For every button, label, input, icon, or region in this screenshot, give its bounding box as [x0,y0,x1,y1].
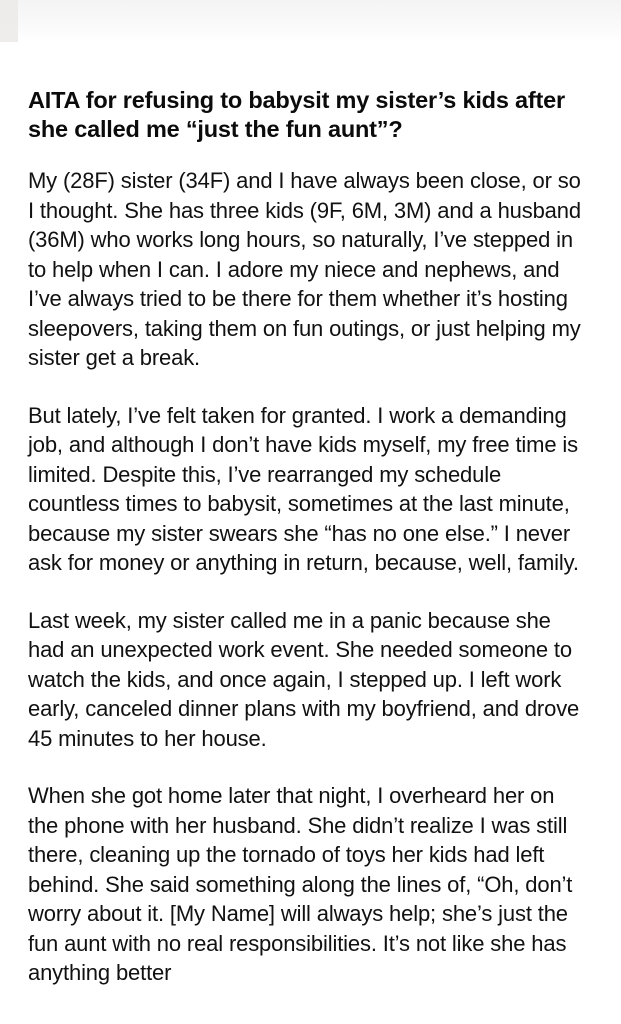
page-title: AITA for refusing to babysit my sister’s kids after she called me “just the fun aunt”? [28,87,565,142]
body-paragraph-1: My (28F) sister (34F) and I have always been close, or so I thought. She has three kids (9F, 6M, 3M) and a husband (36M) who works long hours, so naturally, I’ve stepped in to help when I can. I adore my niece and nephews, and I’ve always tried to be there for them whether it’s hosting sleepovers, taking them on fun outings, or just helping my sister get a break. [28,168,581,370]
page-bottom-cutoff [0,1008,621,1024]
body-paragraph-2: But lately, I’ve felt taken for granted. I work a demanding job, and although I don’t have kids myself, my free time is limited. Despite this, I’ve rearranged my schedule countless times to babysit, sometimes at the last minute, because my sister swears she “has no one else.” I never ask for money or anything in return, because, well, family. [28,402,579,575]
post-body [28,166,591,988]
body-paragraph-4: When she got home later that night, I overheard her on the phone with her husband. She didn’t realize I was still there, cleaning up the tornado of toys her kids had left behind. She said something along the lines of, “Oh, don’t worry about it. [My Name] will always help; she’s just the fun aunt with no real responsibilities. It’s not like she has anything better [28,783,573,985]
body-paragraph-3: Last week, my sister called me in a panic because she had an unexpected work event. She needed someone to watch the kids, and once again, I stepped up. I left work early, canceled dinner plans with my boyfriend, and drove 45 minutes to her house. [28,607,580,751]
